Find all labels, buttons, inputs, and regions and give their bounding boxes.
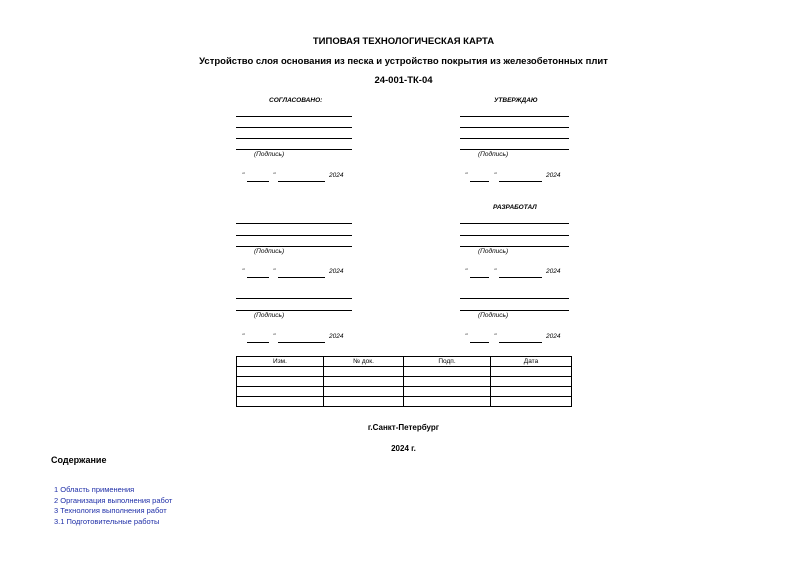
date-quote: ": [273, 268, 276, 275]
signature-line: [236, 116, 352, 117]
date-quote: ": [273, 172, 276, 179]
column-header: Дата: [491, 357, 572, 367]
toc-link-organization[interactable]: 2 Организация выполнения работ: [54, 495, 173, 505]
table-cell: [404, 367, 491, 377]
signature-line: [236, 298, 352, 299]
table-row: [237, 387, 572, 397]
date-day-line: [247, 277, 269, 278]
signature-line: [236, 138, 352, 139]
document-code: 24-001-ТК-04: [374, 75, 433, 86]
signature-line: [236, 149, 352, 150]
table-cell: [491, 397, 572, 407]
table-cell: [324, 387, 404, 397]
date-year: 2024: [546, 268, 561, 275]
table-cell: [404, 377, 491, 387]
signature-caption: (Подпись): [478, 312, 509, 319]
year-label: 2024 г.: [391, 444, 416, 453]
date-quote: ": [273, 333, 276, 340]
table-cell: [324, 367, 404, 377]
date-quote: ": [494, 172, 497, 179]
table-row: [237, 397, 572, 407]
signature-line: [460, 246, 569, 247]
date-quote: ": [494, 333, 497, 340]
table-cell: [491, 387, 572, 397]
signature-line: [460, 116, 569, 117]
date-quote: ": [465, 333, 468, 340]
table-cell: [237, 387, 324, 397]
table-cell: [491, 377, 572, 387]
signature-line: [236, 223, 352, 224]
signature-line: [236, 127, 352, 128]
date-year: 2024: [329, 268, 344, 275]
table-cell: [324, 397, 404, 407]
column-header: № док.: [324, 357, 404, 367]
column-header: Изм.: [237, 357, 324, 367]
date-quote: ": [242, 172, 245, 179]
signature-line: [460, 298, 569, 299]
signature-caption: (Подпись): [254, 312, 285, 319]
signature-caption: (Подпись): [478, 248, 509, 255]
date-month-line: [278, 342, 325, 343]
date-day-line: [247, 181, 269, 182]
date-year: 2024: [546, 172, 561, 179]
signature-line: [460, 138, 569, 139]
toc-link-preparatory-works[interactable]: 3.1 Подготовительные работы: [54, 516, 160, 526]
document-subtitle: Устройство слоя основания из песка и устройство покрытия из железобетонных плит: [199, 56, 608, 67]
city-label: г.Санкт-Петербург: [367, 423, 440, 432]
date-year: 2024: [546, 333, 561, 340]
table-cell: [404, 397, 491, 407]
date-day-line: [470, 181, 489, 182]
signature-line: [236, 235, 352, 236]
table-cell: [324, 377, 404, 387]
signature-line: [460, 127, 569, 128]
column-header: Подп.: [404, 357, 491, 367]
table-of-contents: [54, 485, 172, 527]
table-cell: [404, 387, 491, 397]
table-cell: [237, 367, 324, 377]
date-month-line: [278, 181, 325, 182]
table-cell: [237, 377, 324, 387]
table-cell: [491, 367, 572, 377]
date-quote: ": [465, 268, 468, 275]
signature-line: [460, 149, 569, 150]
date-quote: ": [242, 333, 245, 340]
revision-table: [236, 356, 572, 407]
date-month-line: [499, 277, 542, 278]
date-year: 2024: [329, 333, 344, 340]
signature-line: [460, 235, 569, 236]
date-day-line: [247, 342, 269, 343]
signature-caption: (Подпись): [254, 248, 285, 255]
date-month-line: [278, 277, 325, 278]
table-row: [237, 377, 572, 387]
date-month-line: [499, 342, 542, 343]
date-quote: ": [465, 172, 468, 179]
table-header-row: [237, 357, 572, 367]
signature-line: [236, 310, 352, 311]
agreed-label: СОГЛАСОВАНО:: [269, 97, 323, 104]
signature-line: [460, 223, 569, 224]
date-quote: ": [242, 268, 245, 275]
developed-label: РАЗРАБОТАЛ: [493, 204, 537, 211]
document-title: ТИПОВАЯ ТЕХНОЛОГИЧЕСКАЯ КАРТА: [312, 36, 495, 47]
date-month-line: [499, 181, 542, 182]
date-day-line: [470, 342, 489, 343]
toc-link-scope[interactable]: 1 Область применения: [54, 485, 135, 494]
signature-caption: (Подпись): [478, 151, 509, 158]
toc-heading: Содержание: [51, 455, 107, 465]
date-quote: ": [494, 268, 497, 275]
table-cell: [237, 397, 324, 407]
approved-label: УТВЕРЖДАЮ: [494, 97, 538, 104]
date-year: 2024: [329, 172, 344, 179]
signature-caption: (Подпись): [254, 151, 285, 158]
signature-line: [460, 310, 569, 311]
date-day-line: [470, 277, 489, 278]
signature-line: [236, 246, 352, 247]
toc-link-technology[interactable]: 3 Технология выполнения работ: [54, 506, 167, 515]
table-row: [237, 367, 572, 377]
